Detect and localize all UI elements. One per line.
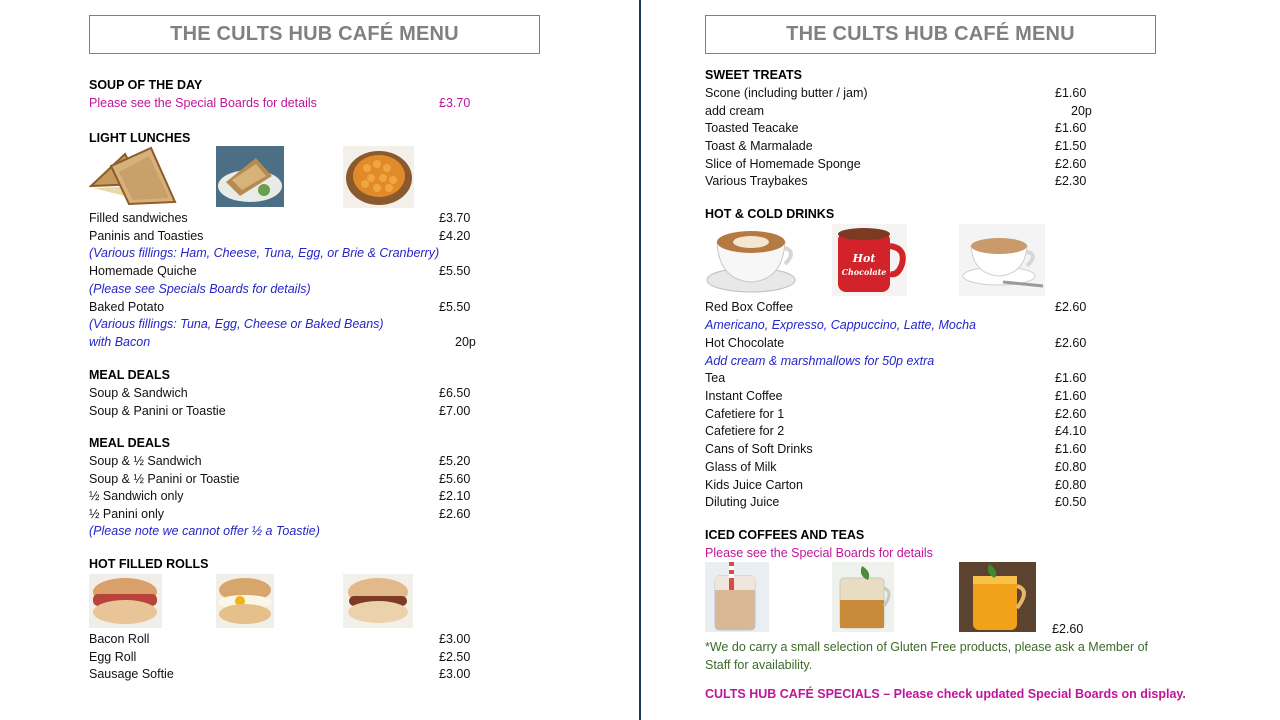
bacon-extra-price: 20p <box>455 335 476 349</box>
menu-item-name: Scone (including butter / jam) <box>705 86 868 100</box>
menu-item-name: Tea <box>705 371 726 385</box>
iced-drinks-heading: ICED COFFEES AND TEAS <box>705 528 865 542</box>
menu-item-name: Soup & ½ Panini or Toastie <box>89 472 240 486</box>
meal-deals-heading: MEAL DEALS <box>89 368 171 382</box>
quiche-note: (Please see Specials Boards for details) <box>89 282 311 296</box>
menu-item-name: Instant Coffee <box>705 389 783 403</box>
menu-item-price: £1.60 <box>1055 389 1087 403</box>
iced-note: Please see the Special Boards for details <box>705 546 933 560</box>
menu-item-name: Egg Roll <box>89 650 137 664</box>
menu-item-price: £1.50 <box>1055 139 1087 153</box>
menu-item-price: £2.50 <box>439 650 471 664</box>
iced-tea-image <box>832 562 894 632</box>
menu-item-name: ½ Panini only <box>89 507 165 521</box>
baked-potato-image <box>343 146 414 208</box>
menu-item-name: Red Box Coffee <box>705 300 794 314</box>
menu-item-price: £2.60 <box>1055 407 1087 421</box>
tea-cup-image <box>959 224 1045 296</box>
menu-item-name: Hot Chocolate <box>705 336 785 350</box>
menu-item-price: £4.10 <box>1055 424 1087 438</box>
right-menu-page <box>705 0 1245 720</box>
sausage-softie-image <box>343 574 413 628</box>
menu-item-price: £5.50 <box>439 264 471 278</box>
menu-item-name: Baked Potato <box>89 300 165 314</box>
bacon-roll-image <box>89 574 162 628</box>
menu-title: THE CULTS HUB CAFÉ MENU <box>89 15 540 54</box>
bacon-extra: with Bacon <box>89 335 151 349</box>
menu-item-name: Cafetiere for 2 <box>705 424 785 438</box>
menu-item-name: Glass of Milk <box>705 460 777 474</box>
menu-item-price: £2.30 <box>1055 174 1087 188</box>
iced-juice-image <box>959 562 1036 632</box>
menu-item-price: £0.80 <box>1055 460 1087 474</box>
menu-item-price: £5.60 <box>439 472 471 486</box>
menu-item-price: £5.50 <box>439 300 471 314</box>
column-divider <box>639 0 641 720</box>
menu-item-price: £1.60 <box>1055 86 1087 100</box>
fillings-note: (Various fillings: Ham, Cheese, Tuna, Egg, or Brie & Cranberry) <box>89 246 440 260</box>
menu-item-price: £2.60 <box>1055 157 1087 171</box>
specials-banner: CULTS HUB CAFÉ SPECIALS – Please check updated Special Boards on display. <box>705 687 1186 701</box>
left-menu-page <box>89 0 609 720</box>
iced-coffee-image <box>705 562 769 632</box>
menu-item-name: ½ Sandwich only <box>89 489 184 503</box>
menu-item-name: Filled sandwiches <box>89 211 188 225</box>
menu-item-name: Sausage Softie <box>89 667 174 681</box>
iced-price: £2.60 <box>1052 622 1084 636</box>
cappuccino-image <box>705 224 797 296</box>
menu-item-price: £5.20 <box>439 454 471 468</box>
menu-item-name: Soup & Panini or Toastie <box>89 404 226 418</box>
menu-item-name: Toast & Marmalade <box>705 139 813 153</box>
menu-item-price: £3.70 <box>439 211 471 225</box>
menu-item-price: £0.80 <box>1055 478 1087 492</box>
mug-text: Hot <box>852 252 876 265</box>
soup-price: £3.70 <box>439 96 471 110</box>
sweet-treats-heading: SWEET TREATS <box>705 68 802 82</box>
menu-item-price: £2.60 <box>1055 300 1087 314</box>
menu-item-price: £1.60 <box>1055 121 1087 135</box>
menu-item-name: Various Traybakes <box>705 174 808 188</box>
toastie-note: (Please note we cannot offer ½ a Toastie) <box>89 524 320 538</box>
menu-item-name: Soup & Sandwich <box>89 386 188 400</box>
menu-item-price: £1.60 <box>1055 371 1087 385</box>
soup-note: Please see the Special Boards for details <box>89 96 317 110</box>
egg-roll-image <box>216 574 274 628</box>
menu-item-price: 20p <box>1071 104 1092 118</box>
potato-fillings-note: (Various fillings: Tuna, Egg, Cheese or Baked Beans) <box>89 317 384 331</box>
meal-deals-heading: MEAL DEALS <box>89 436 171 450</box>
menu-item-price: £6.50 <box>439 386 471 400</box>
menu-item-name: Soup & ½ Sandwich <box>89 454 202 468</box>
menu-item-name: Diluting Juice <box>705 495 780 509</box>
menu-item-name: Kids Juice Carton <box>705 478 803 492</box>
sandwich-image <box>89 146 177 208</box>
coffee-types-note: Americano, Expresso, Cappuccino, Latte, Mocha <box>705 318 976 332</box>
menu-item-price: £1.60 <box>1055 442 1087 456</box>
mug-text: Chocolate <box>841 267 887 277</box>
menu-item-price: £2.60 <box>439 507 471 521</box>
menu-item-price: £7.00 <box>439 404 471 418</box>
hot-filled-rolls-heading: HOT FILLED ROLLS <box>89 557 209 571</box>
hot-cold-drinks-heading: HOT & COLD DRINKS <box>705 207 835 221</box>
menu-item-name: Slice of Homemade Sponge <box>705 157 861 171</box>
soup-heading: SOUP OF THE DAY <box>89 78 203 92</box>
menu-item-name: add cream <box>705 104 765 118</box>
menu-item-name: Toasted Teacake <box>705 121 799 135</box>
hot-chocolate-mug-image <box>832 224 907 296</box>
menu-item-name: Bacon Roll <box>89 632 150 646</box>
menu-item-price: £0.50 <box>1055 495 1087 509</box>
menu-item-name: Paninis and Toasties <box>89 229 204 243</box>
panini-image <box>216 146 284 207</box>
menu-item-name: Cafetiere for 1 <box>705 407 785 421</box>
menu-item-price: £3.00 <box>439 667 471 681</box>
menu-item-name: Cans of Soft Drinks <box>705 442 813 456</box>
light-lunches-heading: LIGHT LUNCHES <box>89 131 191 145</box>
gluten-free-note: *We do carry a small selection of Gluten Free products, please ask a Member of Staff for availability. <box>705 640 1149 672</box>
menu-item-price: £2.60 <box>1055 336 1087 350</box>
chocolate-extras-note: Add cream & marshmallows for 50p extra <box>705 354 935 368</box>
menu-item-name: Homemade Quiche <box>89 264 197 278</box>
menu-item-price: £3.00 <box>439 632 471 646</box>
menu-item-price: £4.20 <box>439 229 471 243</box>
menu-item-price: £2.10 <box>439 489 471 503</box>
menu-title: THE CULTS HUB CAFÉ MENU <box>705 15 1156 54</box>
